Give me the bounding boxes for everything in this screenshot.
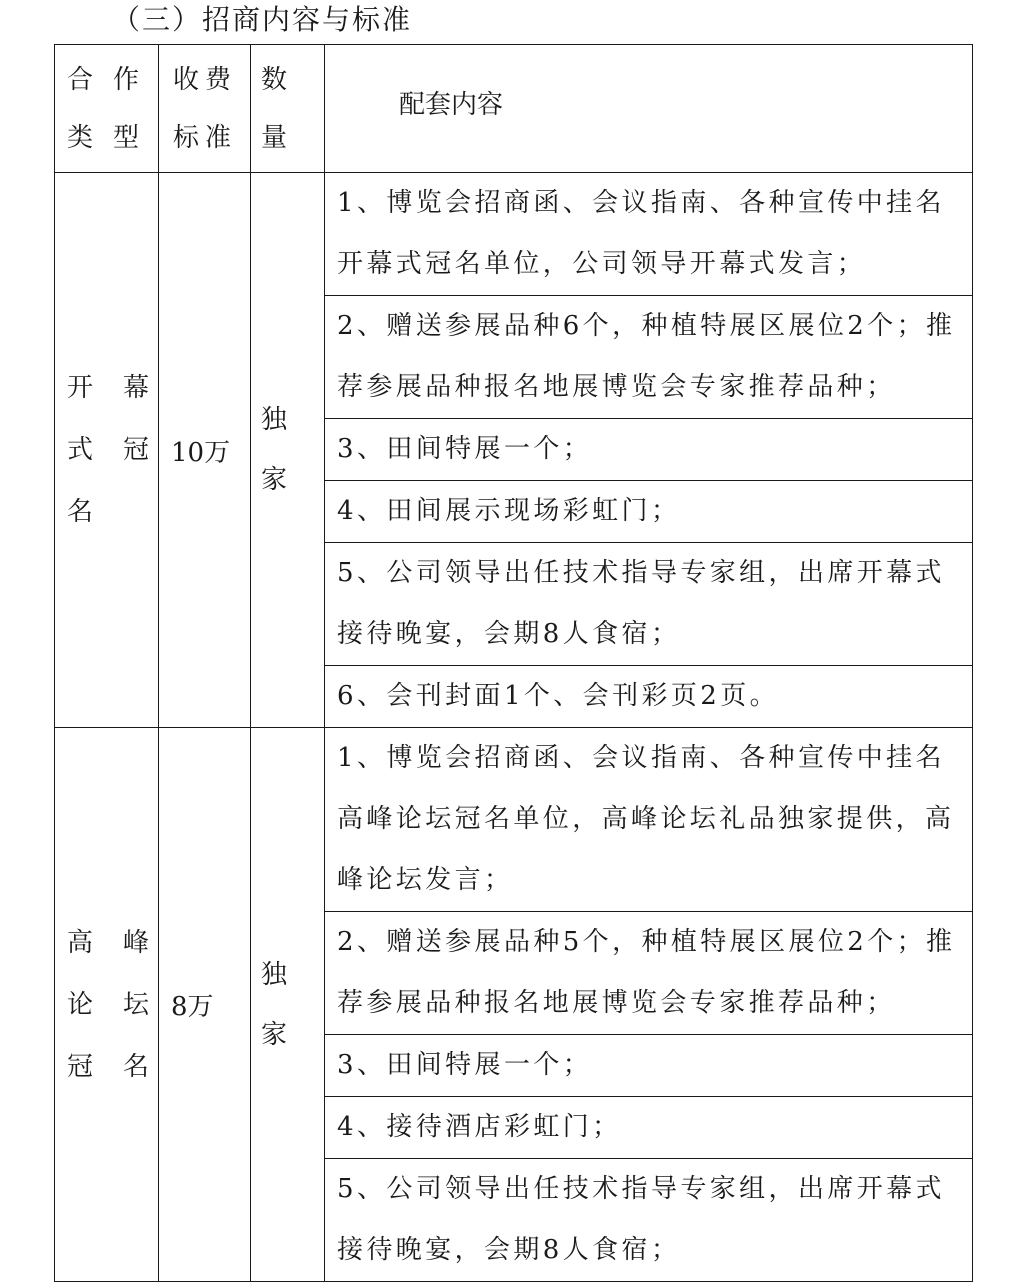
- content-item: 6、会刊封面1个、会刊彩页2页。: [325, 666, 973, 728]
- header-content: 配套内容: [325, 45, 973, 173]
- header-fee-standard: [159, 45, 251, 173]
- content-item: 1、博览会招商函、会议指南、各种宣传中挂名高峰论坛冠名单位，高峰论坛礼品独家提供，高峰论坛发言；: [325, 728, 973, 912]
- type-line: 高峰: [67, 927, 180, 958]
- content-item: 3、田间特展一个；: [325, 1035, 973, 1097]
- quantity-cell: [251, 728, 325, 1282]
- qty-line: 独: [261, 405, 288, 435]
- content-item: 1、博览会招商函、会议指南、各种宣传中挂名开幕式冠名单位，公司领导开幕式发言；: [325, 173, 973, 296]
- qty-line: 家: [261, 1019, 288, 1050]
- header-type-line2: 类型: [67, 122, 160, 153]
- header-row: [55, 45, 973, 173]
- type-line: 开幕: [67, 373, 180, 403]
- cooperation-type-cell: [55, 173, 180, 728]
- fee-cell: 10万: [159, 173, 251, 728]
- quantity-cell: [251, 173, 325, 728]
- type-line: 论坛: [67, 989, 180, 1020]
- header-type-line1: 合作: [67, 64, 160, 95]
- table-row: [55, 173, 973, 296]
- header-quantity: [251, 45, 325, 173]
- content-item: 4、接待酒店彩虹门；: [325, 1097, 973, 1159]
- header-qty-line2: 量: [261, 122, 288, 153]
- content-item: 4、田间展示现场彩虹门；: [325, 481, 973, 543]
- type-line: 名: [67, 497, 124, 527]
- qty-line: 家: [261, 465, 288, 495]
- content-item: 5、公司领导出任技术指导专家组，出席开幕式接待晚宴，会期8人食宿；: [325, 543, 973, 666]
- fee-cell: 8万: [159, 728, 251, 1282]
- header-qty-line1: 数: [261, 64, 288, 95]
- section-title: （三）招商内容与标准: [112, 3, 413, 36]
- content-item: 2、赠送参展品种6个，种植特展区展位2个；推荐参展品种报名地展博览会专家推荐品种；: [325, 296, 973, 419]
- sponsorship-table: [54, 44, 973, 1282]
- content-item: 5、公司领导出任技术指导专家组，出席开幕式接待晚宴，会期8人食宿；: [325, 1159, 973, 1282]
- header-cooperation-type: [55, 45, 159, 173]
- type-line: 冠名: [67, 1051, 180, 1082]
- content-item: 3、田间特展一个；: [325, 419, 973, 481]
- table-row: [55, 728, 973, 912]
- qty-line: 独: [261, 959, 288, 990]
- type-line: 式冠: [67, 435, 180, 465]
- content-item: 2、赠送参展品种5个，种植特展区展位2个；推荐参展品种报名地展博览会专家推荐品种；: [325, 912, 973, 1035]
- header-fee-line1: 收费: [173, 64, 238, 95]
- cooperation-type-cell: [55, 728, 180, 1282]
- header-fee-line2: 标准: [173, 122, 238, 153]
